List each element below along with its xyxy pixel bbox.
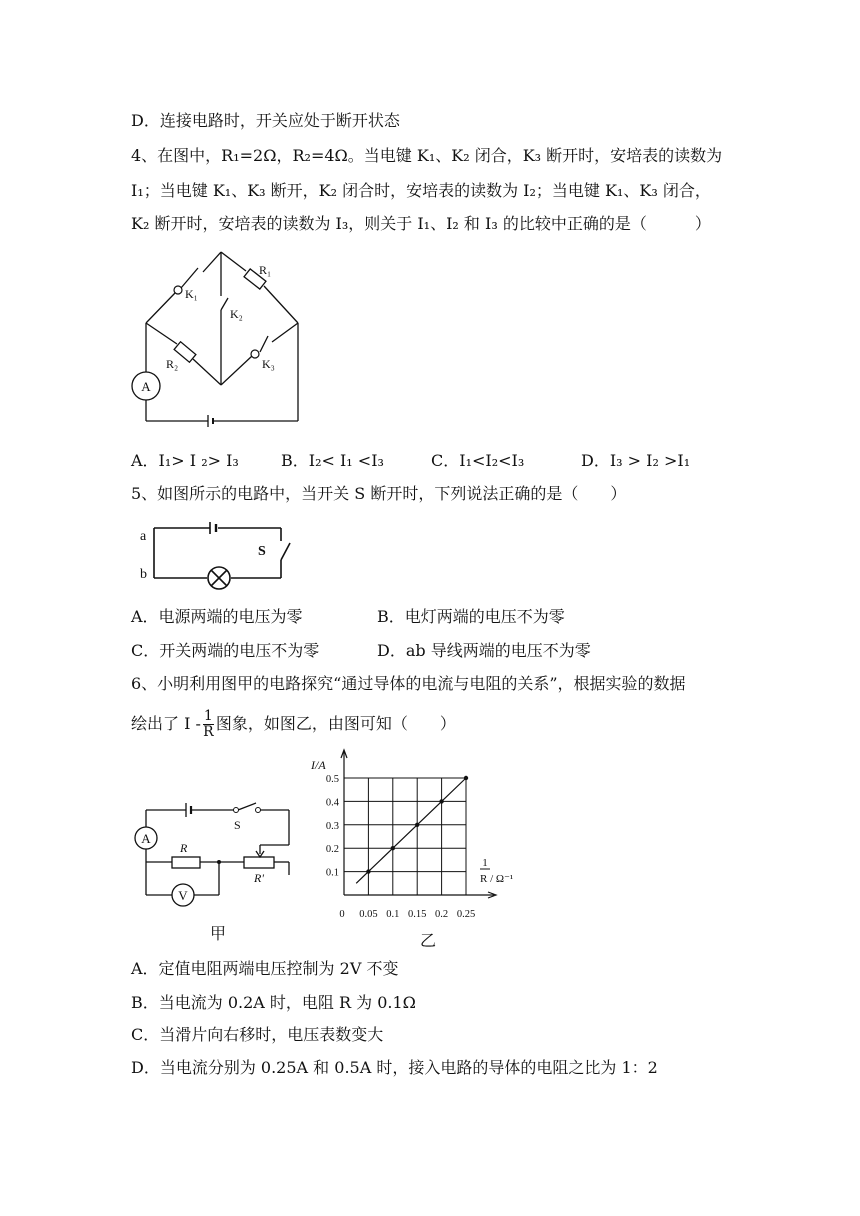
q6-fraction: [203, 709, 214, 740]
q4-option-c: C．I₁<I₂<I₃: [431, 451, 525, 470]
y-tick-label: 0.5: [325, 774, 339, 785]
q6-stem-line2-post: 图象，如图乙，由图可知（ ）: [215, 714, 456, 733]
data-point: [391, 846, 395, 850]
x-tick-label: 0.25: [456, 909, 476, 920]
q6-option-d: D．当电流分别为 0.25A 和 0.5A 时，接入电路的导体的电阻之比为 1：2: [131, 1058, 658, 1077]
y-axis-label: I/A: [311, 758, 326, 772]
y-tick-label: 0.1: [325, 867, 339, 879]
q6-stem-line2: [131, 708, 456, 740]
x-tick-label: 0.05: [359, 909, 378, 920]
q6-ammeter-label: A: [141, 831, 151, 846]
y-tick-label: 0.3: [325, 820, 339, 832]
q6-voltmeter-label: V: [178, 888, 188, 903]
q6-fraction-numerator: 1: [203, 708, 213, 724]
q4-k2-label: K₂: [230, 307, 243, 321]
q4-r1-label: R₁: [259, 263, 272, 277]
q5-label-b: b: [140, 567, 147, 582]
q5-label-a: a: [140, 529, 147, 544]
series-line: [356, 778, 466, 883]
q4-circuit-diagram: [128, 245, 308, 435]
q4-option-d: D．I₃ > I₂ >I₁: [581, 451, 691, 470]
q5-option-b: B．电灯两端的电压不为零: [377, 607, 565, 626]
q6-caption-jia: 甲: [210, 924, 227, 943]
q4-k1-label: K₁: [185, 287, 198, 301]
q4-stem-line2: I₁；当电键 K₁、K₃ 断开，K₂ 闭合时，安培表的读数为 I₂；当电键 K₁、K₃ 闭合，: [131, 181, 711, 200]
data-point: [439, 799, 443, 803]
q5-stem: 5、如图所示的电路中，当开关 S 断开时，下列说法正确的是（ ）: [131, 484, 627, 503]
q4-ammeter-label: A: [141, 379, 151, 394]
q3-option-d: D．连接电路时，开关应处于断开状态: [131, 111, 400, 130]
x-tick-label: 0.1: [386, 909, 400, 920]
q6-option-a: A．定值电阻两端电压控制为 2V 不变: [131, 959, 399, 978]
x-axis-label-numerator: 1: [482, 857, 488, 869]
q5-switch-label: S: [258, 544, 266, 559]
q6-option-b: B．当电流为 0.2A 时，电阻 R 为 0.1Ω: [131, 993, 416, 1012]
y-tick-label: 0.4: [325, 797, 339, 809]
q4-stem-line1: 4、在图中，R₁=2Ω，R₂=4Ω。当电键 K₁、K₂ 闭合，K₃ 断开时，安培表的读数为: [131, 146, 723, 165]
q6-graph-yi: [300, 745, 535, 925]
q5-option-d: D．ab 导线两端的电压不为零: [377, 641, 591, 660]
q6-fraction-denominator: R: [203, 724, 214, 740]
q6-resistor-label: R: [180, 841, 188, 855]
q4-k3-label: K₃: [262, 357, 275, 371]
x-tick-label: 0.15: [408, 909, 427, 920]
x-axis-label-rest: R / Ω⁻¹: [480, 873, 514, 885]
q6-rheostat-label: R': [254, 871, 264, 885]
q5-option-a: A．电源两端的电压为零: [131, 607, 303, 626]
q4-r2-label: R₂: [166, 357, 179, 371]
q6-option-c: C．当滑片向右移时，电压表数变大: [131, 1025, 384, 1044]
data-point: [366, 869, 370, 873]
q6-switch-label: S: [234, 818, 241, 832]
data-point: [464, 776, 468, 780]
y-tick-label: 0.2: [325, 844, 339, 856]
x-tick-label: 0: [339, 909, 345, 920]
q6-stem-line2-pre: 绘出了 I -: [131, 714, 201, 733]
q4-stem-line3: K₂ 断开时，安培表的读数为 I₃，则关于 I₁、I₂ 和 I₃ 的比较中正确的是（ ）: [131, 214, 711, 233]
q6-stem-line1: 6、小明利用图甲的电路探究“通过导体的电流与电阻的关系”，根据实验的数据: [131, 674, 686, 693]
q5-circuit-diagram: [135, 518, 300, 588]
q4-option-b: B．I₂< I₁ <I₃: [281, 451, 384, 470]
q6-caption-yi: 乙: [420, 931, 437, 950]
q5-option-c: C．开关两端的电压不为零: [131, 641, 320, 660]
x-tick-label: 0.2: [435, 909, 449, 920]
data-point: [415, 823, 419, 827]
q4-option-a: A．I₁> I ₂> I₃: [131, 451, 239, 470]
